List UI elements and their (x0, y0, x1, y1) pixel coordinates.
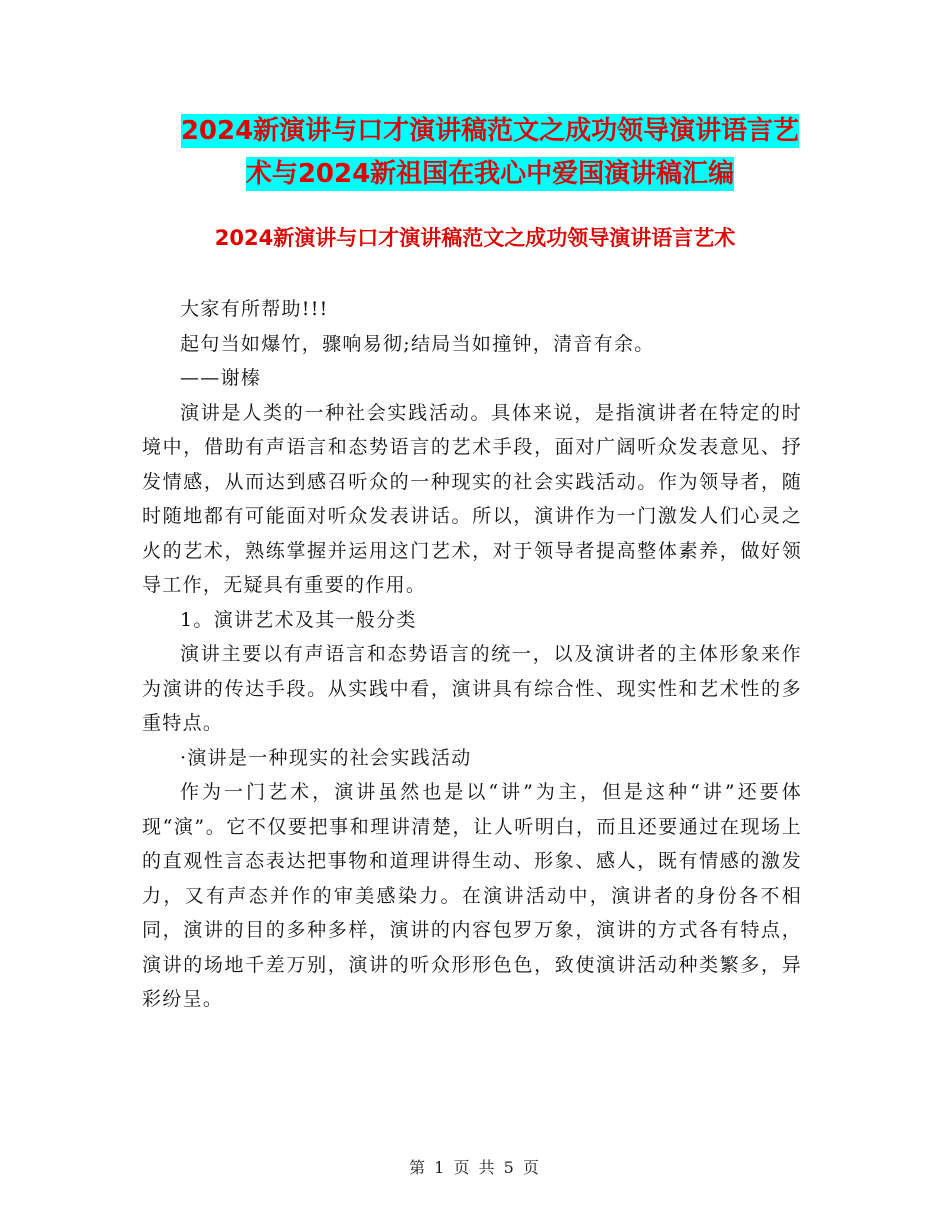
paragraph-art: 作为一门艺术，演讲虽然也是以“讲”为主，但是这种“讲”还要体现“演”。它不仅要把事和理讲清楚，让人听明白，而且还要通过在现场上的直观性言态表达把事物和道理讲得生动、形象、感人，既有情感的激发力，又有声态并作的审美感染力。在演讲活动中，演讲者的身份各不相同，演讲的目的多种多样，演讲的内容包罗万象，演讲的方式各有特点，演讲的场地千差万别，演讲的听众形形色色，致使演讲活动种类繁多，异彩纷呈。 (142, 781, 802, 1010)
section-title: 2024新演讲与口才演讲稿范文之成功领导演讲语言艺术 (214, 226, 736, 250)
document-title-line-2: 术与2024新祖国在我心中爱国演讲稿汇编 (245, 159, 735, 189)
paragraph-quote-author: ——谢榛 (180, 367, 262, 389)
document-title-line-1: 2024新演讲与口才演讲稿范文之成功领导演讲语言艺 (180, 116, 800, 146)
document-title (100, 110, 880, 196)
heading-section-1: 1。演讲艺术及其一般分类 (180, 608, 417, 631)
page-footer: 第 1 页 共 5 页 (409, 1158, 541, 1177)
bullet-heading-practice: ·演讲是一种现实的社会实践活动 (180, 746, 472, 769)
paragraph-definition: 演讲是人类的一种社会实践活动。具体来说，是指演讲者在特定的时境中，借助有声语言和态势语言的艺术手段，面对广阔听众发表意见、抒发情感，从而达到感召听众的一种现实的社会实践活动。作为领导者，随时随地都有可能面对听众发表讲话。所以，演讲作为一门激发人们心灵之火的艺术，熟练掌握并运用这门艺术，对于领导者提高整体素养，做好领导工作，无疑具有重要的作用。 (142, 401, 802, 596)
paragraph-quote: 起句当如爆竹，骤响易彻;结局当如撞钟，清音有余。 (180, 332, 655, 355)
paragraph-means: 演讲主要以有声语言和态势语言的统一，以及演讲者的主体形象来作为演讲的传达手段。从实践中看，演讲具有综合性、现实性和艺术性的多重特点。 (142, 643, 802, 734)
document-body (142, 292, 802, 1017)
paragraph-intro: 大家有所帮助!!! (180, 298, 329, 320)
